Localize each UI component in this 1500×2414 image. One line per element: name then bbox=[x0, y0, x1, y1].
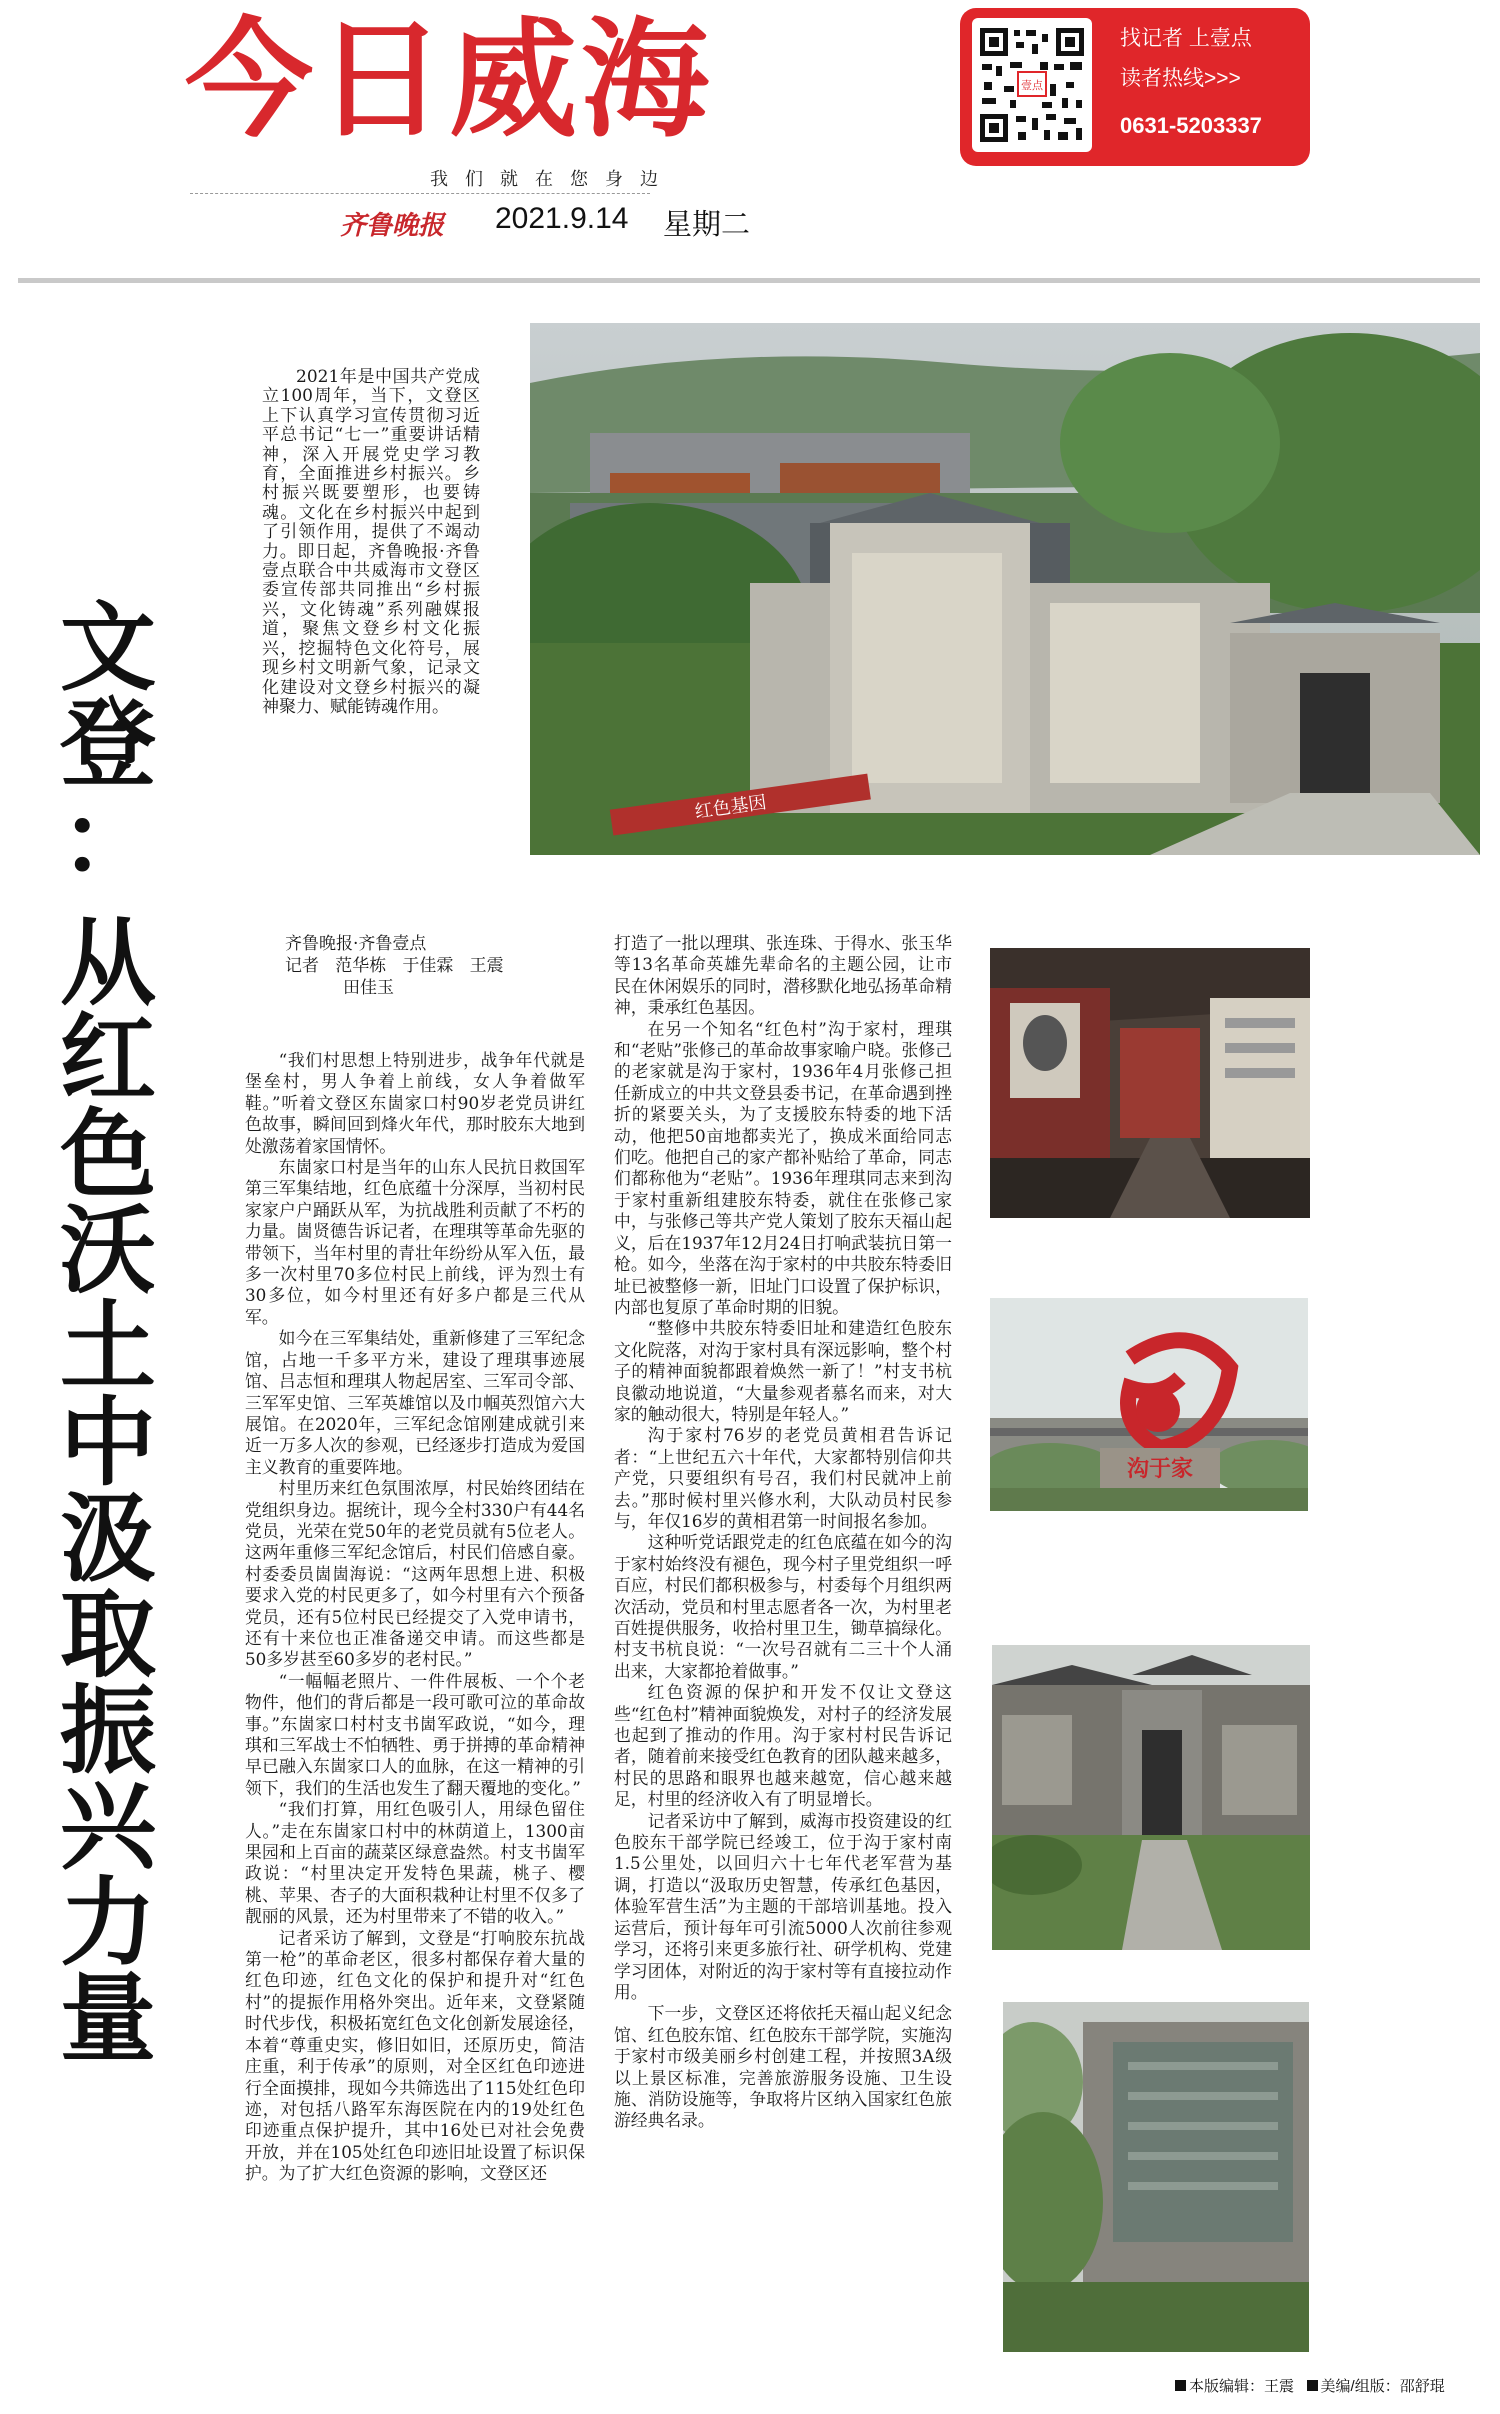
headline-char: 量 bbox=[60, 1963, 156, 2075]
brand-logo: 齐鲁晚报 bbox=[340, 211, 445, 241]
headline-char: 取 bbox=[60, 1579, 156, 1691]
byline-reporter-extra: 田佳玉 bbox=[343, 978, 394, 998]
byline-reporters: 记者 范华栋 于佳霖 王震 bbox=[285, 956, 504, 976]
emblem-sculpture-photo bbox=[990, 1298, 1308, 1511]
issue-weekday: 星期二 bbox=[663, 209, 751, 241]
header-rule bbox=[18, 278, 1480, 283]
paragraph: 村里历来红色氛围浓厚，村民始终团结在党组织身边。据统计，现今全村330户有44名党员，光荣在党50年的老党员就有5位老人。这两年重修三军纪念馆后，村民们倍感自豪。村委委员崮崮海说：“这两年思想上进、积极要求入党的村民更多了，如今村里有六个预备党员，还有5位村民已经提交了入党申请书，还有十来位也正准备递交申请。而这些都是50多岁甚至60多岁的老村民。” bbox=[245, 1478, 585, 1670]
paragraph: 在另一个知名“红色村”沟于家村，理琪和“老贴”张修己的革命故事家喻户晓。张修己的老家就是沟于家村，1936年4月张修己担任新成立的中共文登县委书记，在革命遇到挫折的紧要关头，为了支援胶东特委的地下活动，他把50亩地都卖光了，换成米面给同志们吃。他把自己的家产都补贴给了革命，同志们都称他为“老贴”。1936年理琪同志来到沟于家村重新组建胶东特委，就住在张修己家中，与张修己等共产党人策划了胶东天福山起义，后在1937年12月24日打响武装抗日第一枪。如今，坐落在沟于家村的中共胶东特委旧址已被整修一新，旧址门口设置了保护标识，内部也复原了革命时期的旧貌。 bbox=[614, 1018, 952, 1317]
editor-credit: 本版编辑：王震 bbox=[1189, 2378, 1295, 2395]
headline-char: 土 bbox=[60, 1291, 156, 1403]
headline-char: 文 bbox=[60, 592, 156, 704]
hotline-phone[interactable]: 0631-5203337 bbox=[1120, 113, 1262, 138]
issue-date: 2021.9.14 bbox=[495, 202, 629, 235]
paragraph: 记者采访中了解到，威海市投资建设的红色胶东干部学院已经竣工，位于沟于家村南1.5公里处，以回归六十七年代老军营为基调，打造以“汲取历史智慧，传承红色基因，体验军营生活”为主题的干部培训基地。投入运营后，预计每年可引流5000人次前往参观学习，还将引来更多旅行社、研学机构、党建学习团体，对附近的沟于家村等有直接拉动作用。 bbox=[614, 1810, 952, 2002]
headline-char: 色 bbox=[60, 1099, 156, 1211]
paragraph: “我们村思想上特别进步，战争年代就是堡垒村，男人争着上前线，女人争着做军鞋。”听着文登区东崮家口村90岁老党员讲红色故事，瞬间回到烽火年代，那时胶东大地到处激荡着家国情怀。 bbox=[245, 1050, 585, 1156]
paragraph: 东崮家口村是当年的山东人民抗日救国军第三军集结地，红色底蕴十分深厚，当初村民家家户户踊跃从军，为抗战胜利贡献了不朽的力量。崮贤德告诉记者，在理琪等革命先驱的带领下，当年村里的青壮年纷纷从军入伍，最多一次村里70多位村民上前线，评为烈士有30多位，如今村里还有好多户都是三代从军。 bbox=[245, 1157, 585, 1327]
hotline-line1: 找记者 上壹点 bbox=[1120, 27, 1252, 50]
paragraph: “一幅幅老照片、一件件展板、一个个老物件，他们的背后都是一段可歌可泣的革命故事。”东崮家口村村支书崮军政说，“如今，理琪和三军战士不怕牺牲、勇于拼搏的革命精神早已融入东崮家口人的血脉，在这一精神的引领下，我们的生活也发生了翻天覆地的变化。” bbox=[245, 1670, 585, 1798]
headline-char: 红 bbox=[60, 1003, 156, 1115]
paragraph: 沟于家村76岁的老党员黄相君告诉记者：“上世纪五六十年代，大家都特别信仰共产党，只要组织有号召，我们村民就冲上前去。”那时候村里兴修水利，大队动员村民参与，年仅16岁的黄相君第一时间报名参加。 bbox=[614, 1425, 952, 1531]
stone-wall-photo bbox=[1003, 2002, 1309, 2352]
headline-char: 兴 bbox=[60, 1771, 156, 1883]
qr-label: 壹点 bbox=[1021, 79, 1043, 92]
article-column-2 bbox=[614, 933, 952, 2132]
paragraph: 如今在三军集结处，重新修建了三军纪念馆，占地一千多平方米，建设了理琪事迹展馆、吕志恒和理琪人物起居室、三军司令部、三军军史馆、三军英雄馆以及巾帼英烈馆六大展馆。在2020年，三军纪念馆刚建成就引来近一万多人次的参观，已经逐步打造成为爱国主义教育的重要阵地。 bbox=[245, 1328, 585, 1477]
paragraph: “整修中共胶东特委旧址和建造红色胶东文化院落，对沟于家村具有深远影响，整个村子的精神面貌都跟着焕然一新了！”村支书杭良徽动地说道，“大量参观者慕名而来，对大家的触动很大，特别是年轻人。” bbox=[614, 1318, 952, 1424]
headline-char: 汲 bbox=[60, 1483, 156, 1595]
museum-hall-photo bbox=[990, 948, 1310, 1218]
monument-text: 沟于家 bbox=[1126, 1456, 1194, 1482]
headline-part1 bbox=[48, 592, 168, 896]
paragraph: “我们打算，用红色吸引人，用绿色留住人。”走在东崮家口村中的林荫道上，1300亩果园和上百亩的蔬菜区绿意盎然。村支书崮军政说：“村里决定开发特色果蔬，桃子、樱桃、苹果、杏子的大面积栽种让村里不仅多了靓丽的风景，还为村里带来了不错的收入。” bbox=[245, 1799, 585, 1927]
paragraph: 红色资源的保护和开发不仅让文登这些“红色村”精神面貌焕发，对村子的经济发展也起到了推动的作用。沟于家村村民告诉记者，随着前来接受红色教育的团队越来越多，村民的思路和眼界也越来越宽，信心越来越足，村里的经济收入有了明显增长。 bbox=[614, 1682, 952, 1810]
paragraph: 记者采访了解到，文登是“打响胶东抗战第一枪”的革命老区，很多村都保存着大量的红色印迹，红色文化的保护和提升对“红色村”的提振作用格外突出。近年来，文登紧随时代步伐，积极拓宽红色文化创新发展途径，本着“尊重史实，修旧如旧，还原历史，简洁庄重，利于传承”的原则，对全区红色印迹进行全面摸排，现如今共筛选出了115处红色印迹，对包括八路军东海医院在内的19处红色印迹重点保护提升，其中16处已对社会免费开放，并在105处红色印迹旧址设置了标识保护。为了扩大红色资源的影响，文登区还 bbox=[245, 1927, 585, 2184]
hotline-line2[interactable]: 读者热线>>> bbox=[1120, 67, 1241, 90]
headline-char: ： bbox=[60, 784, 156, 896]
headline-char: 沃 bbox=[60, 1195, 156, 1307]
masthead-divider bbox=[190, 193, 650, 194]
byline-source: 齐鲁晚报·齐鲁壹点 bbox=[285, 934, 427, 954]
headline-char: 登 bbox=[60, 688, 156, 800]
photo-sign-text: 红色基因 bbox=[693, 792, 768, 823]
masthead-slogan: 我们就在您身边 bbox=[430, 169, 675, 190]
intro-paragraph: 2021年是中国共产党成立100周年，当下，文登区上下认真学习宣传贯彻习近平总书记“七一”重要讲话精神，深入开展党史学习教育，全面推进乡村振兴。乡村振兴既要塑形，也要铸魂。文化在乡村振兴中起到了引领作用，提供了不竭动力。即日起，齐鲁晚报·齐鲁壹点联合中共威海市文登区委宣传部共同推出“乡村振兴，文化铸魂”系列融媒报道，聚焦文登乡村文化振兴，挖掘特色文化符号，展现乡村文明新气象，记录文化建设对文登乡村振兴的凝神聚力、赋能铸魂作用。 bbox=[262, 367, 480, 717]
headline-char: 振 bbox=[60, 1675, 156, 1787]
qr-code-icon[interactable] bbox=[972, 18, 1092, 152]
paragraph: 下一步，文登区还将依托天福山起义纪念馆、红色胶东馆、红色胶东干部学院，实施沟于家村市级美丽乡村创建工程，并按照3A级以上景区标准，完善旅游服务设施、卫生设施、消防设施等，争取将片区纳入国家红色旅游经典名录。 bbox=[614, 2003, 952, 2131]
square-bullet-icon bbox=[1175, 2380, 1186, 2391]
headline-char: 力 bbox=[60, 1867, 156, 1979]
headline-char: 从 bbox=[60, 907, 156, 1019]
paragraph: 这种听党话跟党走的红色底蕴在如今的沟于家村始终没有褪色，现今村子里党组织一呼百应，村民们都积极参与，村委每个月组织两次活动，党员和村里志愿者各一次，为村里老百姓提供服务，收拾村里卫生，锄草搞绿化。村支书杭良说：“一次号召就有二三十个人涌出来，大家都抢着做事。” bbox=[614, 1532, 952, 1681]
courtyard-photo bbox=[530, 323, 1480, 855]
byline bbox=[285, 933, 504, 999]
page-credits bbox=[1175, 2375, 1445, 2396]
headline-part2 bbox=[48, 907, 168, 2075]
square-bullet-icon bbox=[1307, 2380, 1318, 2391]
article-column-1 bbox=[245, 1050, 585, 2185]
paragraph: 打造了一批以理琪、张连珠、于得水、张玉华等13名革命英雄先辈命名的主题公园，让市民在休闲娱乐的同时，潜移默化地弘扬革命精神，秉承红色基因。 bbox=[614, 933, 952, 1018]
design-credit: 美编/组版：邵舒琨 bbox=[1320, 2378, 1445, 2395]
headline-char: 中 bbox=[60, 1387, 156, 1499]
newspaper-title: 今日威海 bbox=[185, 6, 714, 155]
gate-path-photo bbox=[992, 1645, 1310, 1950]
